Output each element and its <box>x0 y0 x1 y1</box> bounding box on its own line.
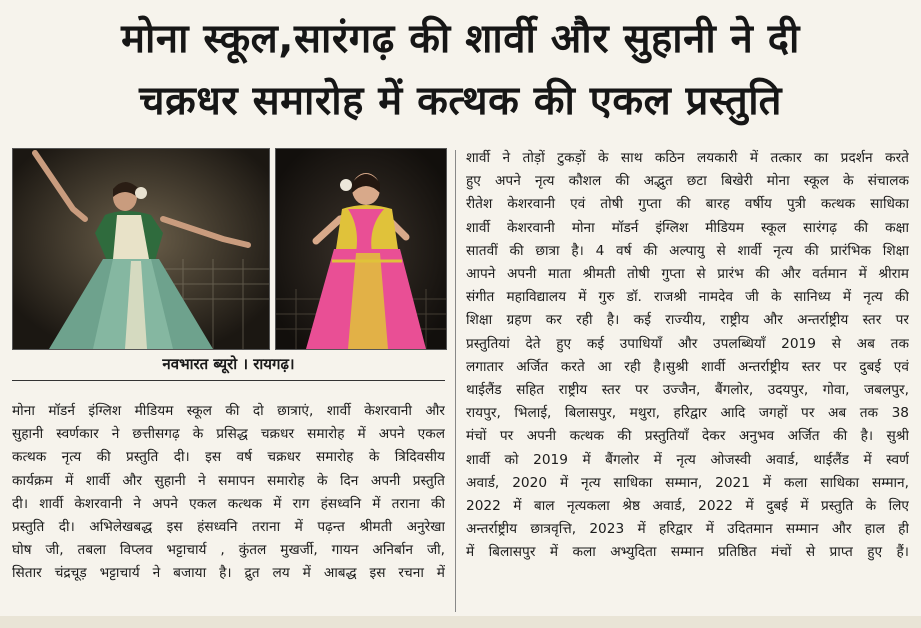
paragraph-line: थाईलैंड सहित राष्ट्रीय स्तर पर उज्जैन, बैंगलोर, उदयपुर, गोवा, जबलपुर, <box>466 382 909 399</box>
paragraph-line: मोना मॉडर्न इंग्लिश मीडियम स्कूल की दो छात्राएं, शार्वी केशरवानी और <box>12 403 445 419</box>
left-column-text <box>12 400 445 586</box>
paragraph-line: सातवीं की छात्रा है। 4 वर्ष की अल्पायु से शार्वी नृत्य की प्रारंभिक शिक्षा <box>466 242 909 259</box>
dancer-photo-yellow-pink-costume <box>275 148 447 350</box>
paragraph-line: सितार चंद्रचूड़ भट्टाचार्य ने बजाया है। द्रुत लय में आबद्ध इस रचना में <box>12 565 445 582</box>
paragraph-line: संगीत महाविद्यालय में गुरु डॉ. राजश्री नामदेव जी के सानिध्य में नृत्य की <box>466 289 909 306</box>
paragraph-line: घोष जी, तबला विप्लव भट्टाचार्य , कुंतल मुखर्जी, गायन अनिर्बान जी, <box>12 542 445 559</box>
paragraph-line: अवार्ड, 2020 में नृत्य साधिका सम्मान, 2021 में कला साधिका सम्मान, <box>466 474 909 491</box>
paragraph-line: अन्तर्राष्ट्रीय छात्रवृत्ति, 2023 में हरिद्वार में उदितमान सम्मान और हाल ही <box>466 521 909 538</box>
paragraph-line: में बिलासपुर में कला अभ्युदिता सम्मान प्रतिष्ठित मंचों से प्राप्त हुए हैं। <box>466 544 909 561</box>
paragraph-line: रायपुर, भिलाई, बिलासपुर, मथुरा, हरिद्वार आदि जगहों पर अब तक 38 <box>466 405 909 422</box>
headline-line-2: चक्रधर समारोह में कत्थक की एकल प्रस्तुति <box>139 78 782 124</box>
paragraph-line: हुए अपने नृत्य कौशल की अद्भुत छटा बिखेरी मोना स्कूल के संचालक <box>466 173 909 190</box>
column-divider <box>455 150 456 612</box>
dateline: नवभारत ब्यूरो । रायगढ़। <box>162 355 295 373</box>
paragraph-line: कत्थक नृत्य की प्रस्तुति दी। इस वर्ष चक्रधर समारोह के त्रिदिवसीय <box>12 449 445 466</box>
paragraph-line: लगातार अर्जित करते आ रही है।सुश्री शार्वी अन्तर्राष्ट्रीय स्तर पर दुबई एवं <box>466 358 909 375</box>
dancer-photo-green-costume <box>12 148 270 350</box>
paragraph-line: शार्वी को 2019 में बैंगलोर में नृत्य ओजस्वी अवार्ड, थाईलैंड में स्वर्ण <box>466 451 909 468</box>
paragraph-line: शार्वी ने तोड़ों टुकड़ों के साथ कठिन लयकारी में तत्कार का प्रदर्शन करते <box>466 150 909 166</box>
right-column-text <box>466 147 909 565</box>
paragraph-line: 2022 में बाल नृत्यकला श्रेष्ठ अवार्ड, 2022 में दुबई में प्रस्तुति के लिए <box>466 498 909 515</box>
paragraph-line: दी। शार्वी केशरवानी ने अपने एकल कत्थक में राग हंसध्वनि में तराना की <box>12 495 445 512</box>
page-edge <box>0 616 921 628</box>
paragraph-line: मंचों पर अपनी कत्थक की प्रस्तुतियाँ देकर अनुभव अर्जित की है। सुश्री <box>466 428 909 445</box>
paragraph-line: रीतेश केशरवानी एवं तोषी गुप्ता की बारह वर्षीय पुत्री कत्थक साधिका <box>466 196 909 213</box>
headline <box>0 8 921 132</box>
paragraph-line: शार्वी केशरवानी मोना मॉडर्न इंग्लिश मीडियम स्कूल सारंगढ़ की कक्षा <box>466 219 909 236</box>
paragraph-line: प्रस्तुति दी। अभिलेखबद्ध इस हंसध्वनि तराना में पढ़न्त श्रीमती अनुरेखा <box>12 519 445 536</box>
paragraph-line: आपने अपनी माता श्रीमती तोषी गुप्ता से प्रारंभ की और वर्तमान में श्रीराम <box>466 266 909 283</box>
paragraph-line: शिक्षा ग्रहण कर रही है। कई राज्यीय, राष्ट्रीय और अन्तर्राष्ट्रीय स्तर पर <box>466 312 909 329</box>
paragraph-line: सुहानी स्वर्णकार ने छत्तीसगढ़ के प्रसिद्ध चक्रधर समारोह में अपने एकल <box>12 426 445 443</box>
paragraph-line: कार्यक्रम में शार्वी और सुहानी ने समापन समारोह के दिन अपनी प्रस्तुति <box>12 472 445 489</box>
dateline-divider <box>12 380 445 381</box>
headline-line-1: मोना स्कूल,सारंगढ़ की शार्वी और सुहानी ने दी <box>121 16 800 62</box>
paragraph-line: प्रस्तुतियां देते हुए कई उपाधियाँ और उपलब्धियाँ 2019 से अब तक <box>466 335 909 352</box>
